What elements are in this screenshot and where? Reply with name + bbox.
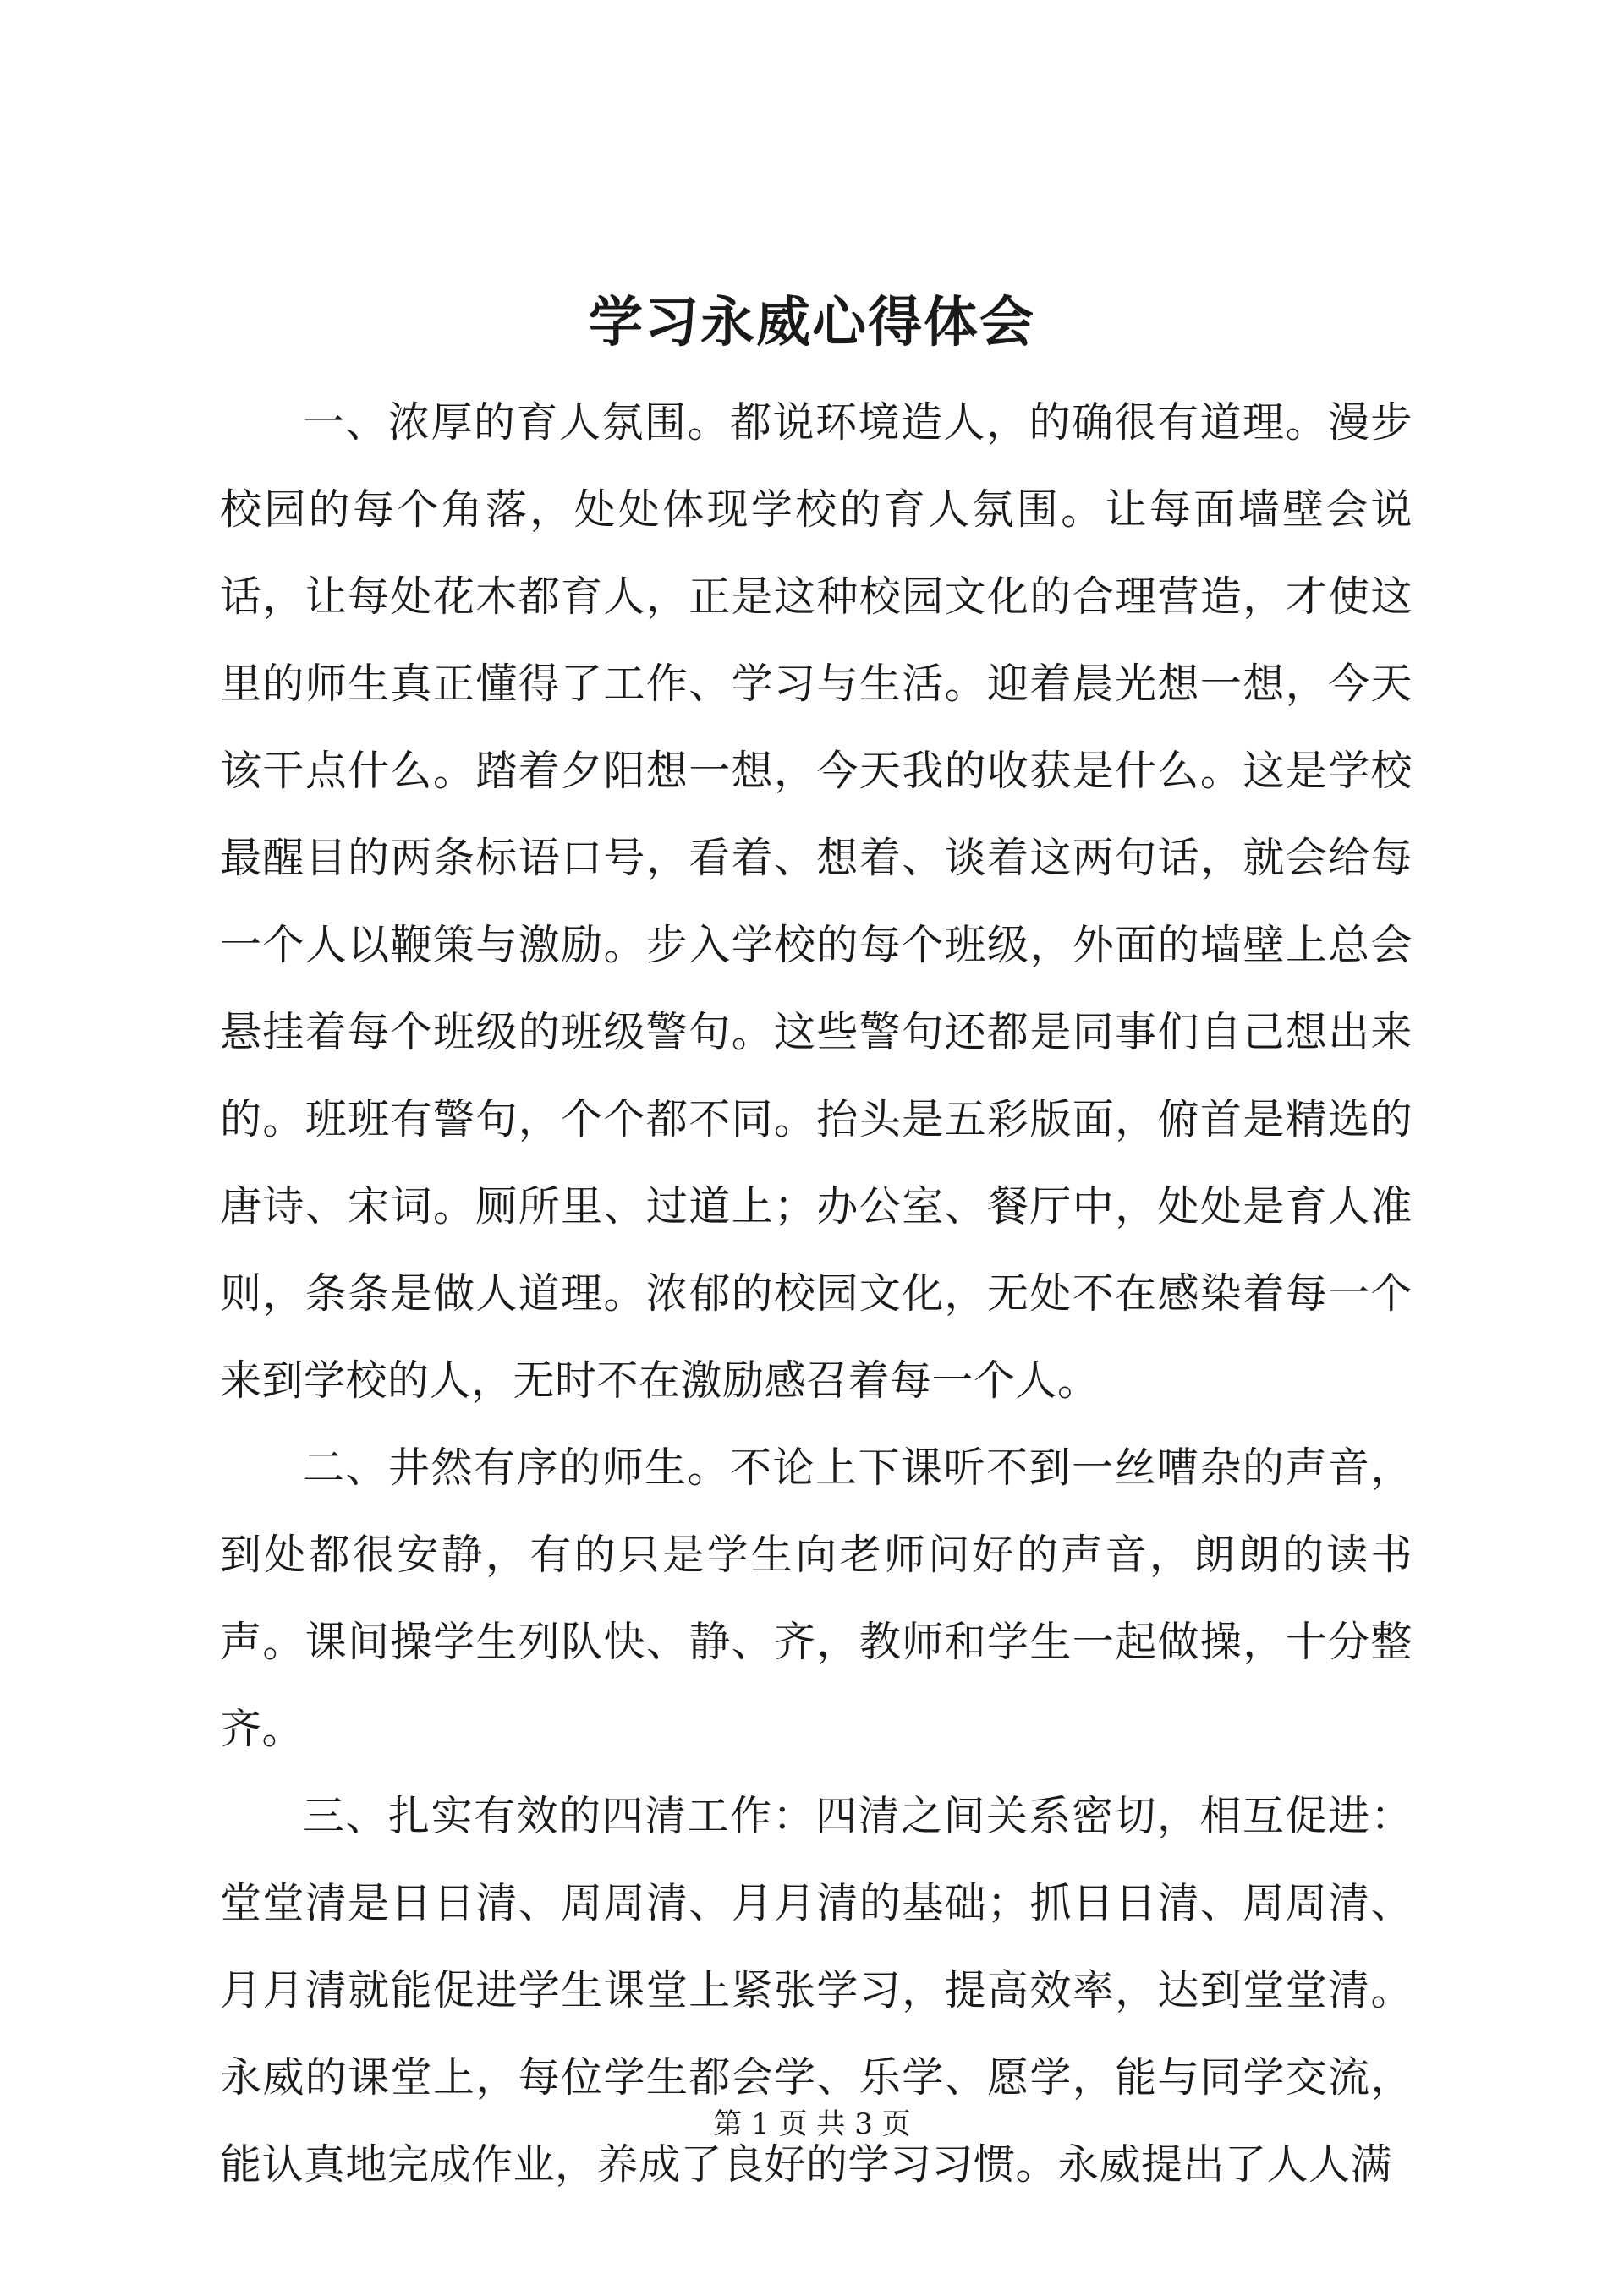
paragraph-1: 一、浓厚的育人氛围。都说环境造人，的确很有道理。漫步校园的每个角落，处处体现学校的育人氛围。让每面墙壁会说话，让每处花木都育人，正是这种校园文化的合理营造，才使这里的师生真正懂得了工作、学习与生活。迎着晨光想一想，今天该干点什么。踏着夕阳想一想，今天我的收获是什么。这是学校最醒目的两条标语口号，看着、想着、谈着这两句话，就会给每一个人以鞭策与激励。步入学校的每个班级，外面的墙壁上总会悬挂着每个班级的班级警句。这些警句还都是同事们自己想出来的。班班有警句，个个都不同。抬头是五彩版面，俯首是精选的唐诗、宋词。厕所里、过道上；办公室、餐厅中，处处是育人准则，条条是做人道理。浓郁的校园文化，无处不在感染着每一个来到学校的人，无时不在激励感召着每一个人。: [220, 398, 1413, 1405]
paragraph-3: 三、扎实有效的四清工作：四清之间关系密切，相互促进：堂堂清是日日清、周周清、月月清的基础；抓日日清、周周清、月月清就能促进学生课堂上紧张学习，提高效率，达到堂堂清。永威的课堂上，每位学生都会学、乐学、愿学，能与同学交流，能认真地完成作业，养成了良好的学习习惯。永威提出了人人满: [220, 1792, 1413, 2189]
document-title: 学习永威心得体会: [589, 291, 1035, 354]
page-number-footer: 第 1 页 共 3 页: [713, 2107, 911, 2141]
paragraph-2: 二、井然有序的师生。不论上下课听不到一丝嘈杂的声音，到处都很安静，有的只是学生向老师问好的声音，朗朗的读书声。课间操学生列队快、静、齐，教师和学生一起做操，十分整齐。: [220, 1444, 1413, 1753]
document-body: [220, 379, 1413, 2208]
